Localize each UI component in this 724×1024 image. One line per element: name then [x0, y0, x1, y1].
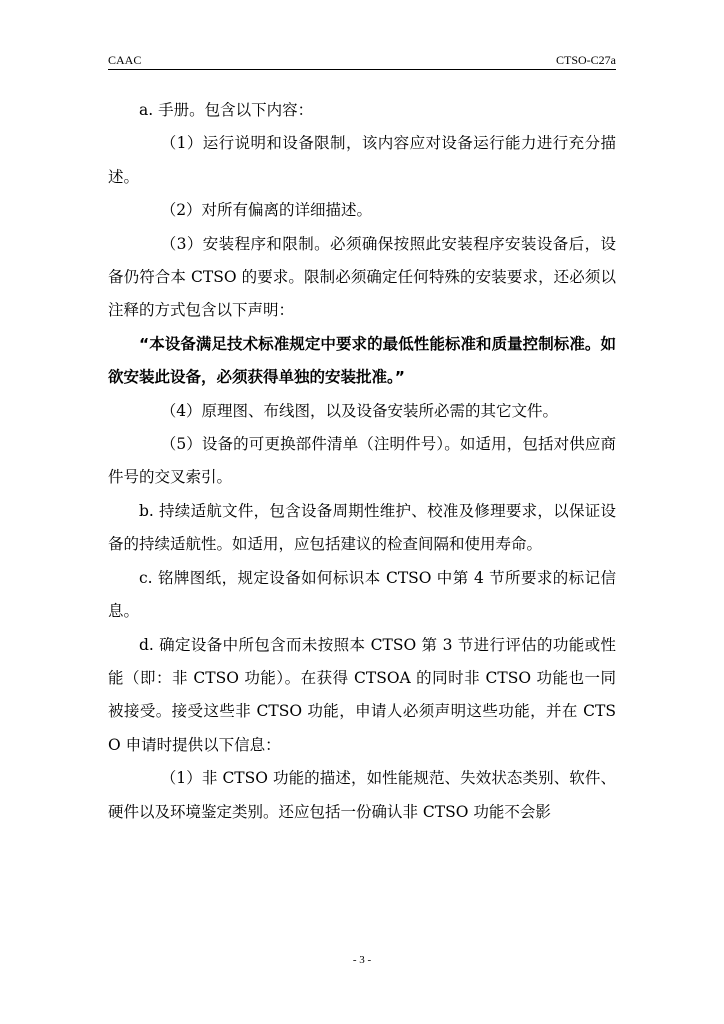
header-divider: [108, 69, 616, 70]
paragraph-manual: a. 手册。包含以下内容：: [139, 101, 314, 119]
paragraph-deviations: （2）对所有偏离的详细描述。: [160, 201, 373, 220]
header-doc-id: CTSO-C27a: [556, 53, 616, 67]
page-header: [108, 52, 616, 68]
paragraph-installation-procedures: （3）安装程序和限制。必须确保按照此安装程序安装设备后，设备仍符合本 CTSO 的要求。限制必须确定任何特殊的安装要求，还必须以注释的方式包含以下声明：: [108, 234, 616, 320]
paragraph-continued-airworthiness: b. 持续适航文件，包含设备周期性维护、校准及修理要求，以保证设备的持续适航性。如适用，应包括建议的检查间隔和使用寿命。: [108, 501, 616, 554]
paragraph-schematics: （4）原理图、布线图，以及设备安装所必需的其它文件。: [160, 401, 559, 420]
paragraph-nameplate-drawing: c. 铭牌图纸，规定设备如何标识本 CTSO 中第 4 节所要求的标记信息。: [108, 568, 616, 621]
paragraph-operating-instructions: （1）运行说明和设备限制，该内容应对设备运行能力进行充分描述。: [108, 134, 616, 186]
document-body: [108, 94, 616, 829]
page-number: - 3 -: [352, 954, 372, 966]
paragraph-parts-list: （5）设备的可更换部件清单（注明件号）。如适用，包括对供应商件号的交叉索引。: [108, 435, 616, 487]
header-org: CAAC: [108, 53, 142, 67]
paragraph-non-ctso-description: （1）非 CTSO 功能的描述，如性能规范、失效状态类别、软件、硬件以及环境鉴定类别。还应包括一份确认非 CTSO 功能不会影: [108, 769, 616, 821]
paragraph-non-ctso-functions: d. 确定设备中所包含而未按照本 CTSO 第 3 节进行评估的功能或性能（即：非 CTSO 功能）。在获得 CTSOA 的同时非 CTSO 功能也一同被接受。接受这些非 CTSO 功能，申请人必须声明这些功能，并在 CTSO 申请时提供以下信息：: [108, 635, 616, 754]
paragraph-required-statement: “本设备满足技术标准规定中要求的最低性能标准和质量控制标准。如欲安装此设备，必须获得单独的安装批准。”: [108, 334, 616, 387]
